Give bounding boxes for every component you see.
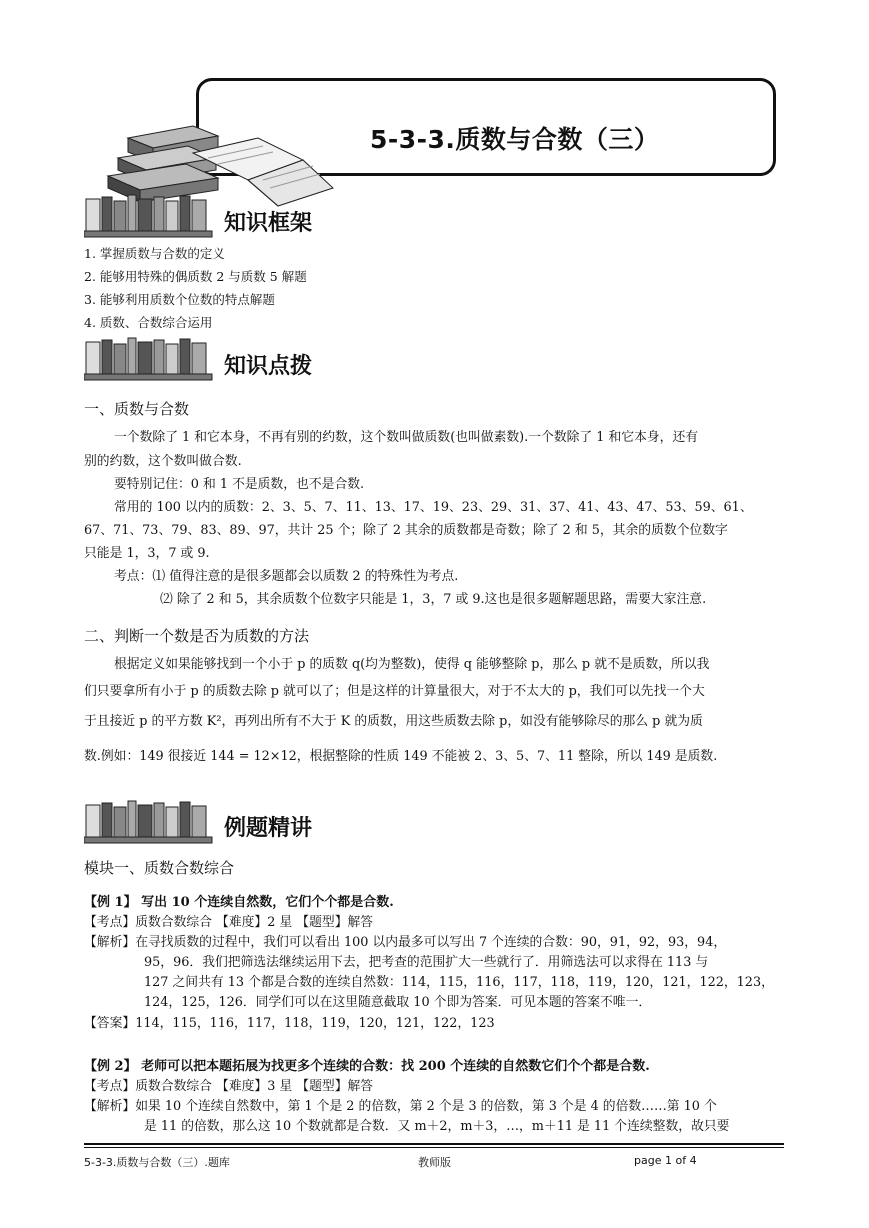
list-item: 2. 能够用特殊的偶质数 2 与质数 5 解题 xyxy=(84,269,307,284)
footer-left: 5-3-3.质数与合数（三）.题库 xyxy=(84,1156,230,1169)
paragraph-line: 只能是 1，3，7 或 9. xyxy=(84,546,210,561)
footer-rule xyxy=(84,1147,784,1148)
example-1-answer: 【答案】114，115，116，117，118，119，120，121，122，123 xyxy=(84,1016,495,1031)
bookshelf-icon xyxy=(84,193,216,239)
heading-part1: 一、质数与合数 xyxy=(84,400,190,418)
list-item: 4. 质数、合数综合运用 xyxy=(84,315,213,330)
bookshelf-icon xyxy=(84,336,216,382)
paragraph-line: ⑵ 除了 2 和 5，其余质数个位数字只能是 1，3，7 或 9.这也是很多题解题思路，需要大家注意. xyxy=(160,592,707,607)
heading-part2: 二、判断一个数是否为质数的方法 xyxy=(84,627,310,645)
section-title-points: 知识点拨 xyxy=(224,354,313,379)
section-title-framework: 知识框架 xyxy=(224,211,313,236)
bookshelf-icon xyxy=(84,799,216,845)
example-1-analysis-line: 【解析】在寻找质数的过程中，我们可以看出 100 以内最多可以写出 7 个连续的合数：90，91，92，93，94， xyxy=(84,935,727,950)
paragraph-line: 67、71、73、79、83、89、97，共计 25 个；除了 2 其余的质数都是奇数；除了 2 和 5，其余的质数个位数字 xyxy=(84,523,728,538)
example-1-analysis-line: 127 之间共有 13 个都是合数的连续自然数：114，115，116，117，118，119，120，121，122，123， xyxy=(144,975,774,990)
example-1-meta: 【考点】质数合数综合 【难度】2 星 【题型】解答 xyxy=(84,915,374,930)
paragraph-line: 别的约数，这个数叫做合数. xyxy=(84,454,242,469)
paragraph-line: 考点：⑴ 值得注意的是很多题都会以质数 2 的特殊性为考点. xyxy=(114,569,459,584)
example-1-analysis-line: 95，96．我们把筛选法继续运用下去，把考查的范围扩大一些就行了．用筛选法可以求得在 113 与 xyxy=(144,955,709,970)
paragraph-line: 要特别记住：0 和 1 不是质数，也不是合数. xyxy=(114,477,365,492)
footer-page-number: page 1 of 4 xyxy=(634,1154,697,1167)
page-title: 5-3-3.质数与合数（三） xyxy=(370,125,660,154)
footer-rule xyxy=(84,1143,784,1145)
paragraph-line: 于且接近 p 的平方数 K²，再列出所有不大于 K 的质数，用这些质数去除 p，如没有能够除尽的那么 p 就为质 xyxy=(84,714,703,729)
example-1-analysis-line: 124，125，126．同学们可以在这里随意截取 10 个即为答案．可见本题的答案不唯一． xyxy=(144,995,652,1010)
section-title-examples: 例题精讲 xyxy=(224,816,313,841)
example-2-analysis-line: 是 11 的倍数，那么这 10 个数就都是合数．又 m＋2，m＋3，…，m＋11 是 11 个连续整数，故只要 xyxy=(144,1119,730,1134)
paragraph-line: 数.例如：149 很接近 144 = 12×12，根据整除的性质 149 不能被 2、3、5、7、11 整除，所以 149 是质数. xyxy=(84,749,718,764)
paragraph-line: 根据定义如果能够找到一个小于 p 的质数 q(均为整数)，使得 q 能够整除 p，那么 p 就不是质数，所以我 xyxy=(114,657,710,672)
example-2-question: 【例 2】 老师可以把本题拓展为找更多个连续的合数：找 200 个连续的自然数它们个个都是合数. xyxy=(84,1059,650,1074)
module-heading: 模块一、质数合数综合 xyxy=(84,859,235,877)
paragraph-line: 一个数除了 1 和它本身，不再有别的约数，这个数叫做质数(也叫做素数).一个数除了 1 和它本身，还有 xyxy=(114,430,699,445)
example-2-analysis-line: 【解析】如果 10 个连续自然数中，第 1 个是 2 的倍数，第 2 个是 3 的倍数，第 3 个是 4 的倍数……第 10 个 xyxy=(84,1099,717,1114)
list-item: 3. 能够利用质数个位数的特点解题 xyxy=(84,292,275,307)
footer-center: 教师版 xyxy=(418,1156,451,1169)
paragraph-line: 们只要拿所有小于 p 的质数去除 p 就可以了；但是这样的计算量很大，对于不太大的 p，我们可以先找一个大 xyxy=(84,684,705,699)
paragraph-line: 常用的 100 以内的质数：2、3、5、7、11、13、17、19、23、29、31、37、41、43、47、53、59、61、 xyxy=(114,500,753,515)
list-item: 1. 掌握质数与合数的定义 xyxy=(84,246,225,261)
example-1-question: 【例 1】 写出 10 个连续自然数，它们个个都是合数. xyxy=(84,895,394,910)
example-2-meta: 【考点】质数合数综合 【难度】3 星 【题型】解答 xyxy=(84,1079,374,1094)
